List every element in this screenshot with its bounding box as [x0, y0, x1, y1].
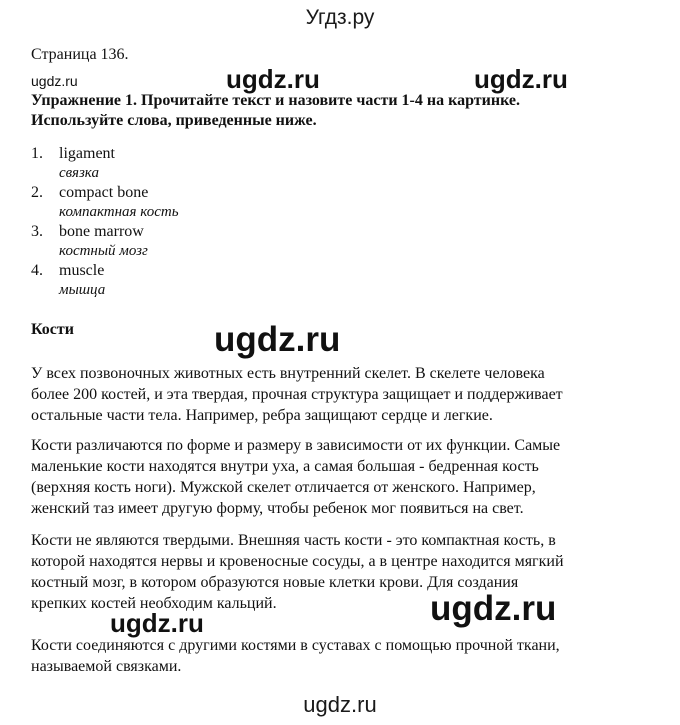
exercise-title-line: Используйте слова, приведенные ниже. [31, 112, 317, 129]
paragraph-line: называемой связками. [31, 658, 182, 675]
item-translation: мышца [59, 282, 106, 298]
item-translation: костный мозг [59, 243, 148, 259]
page-number: Страница 136. [31, 46, 129, 63]
watermark: ugdz.ru [430, 589, 557, 628]
site-footer-watermark: ugdz.ru [303, 692, 377, 717]
item-word: muscle [59, 262, 105, 279]
item-number: 2. [31, 184, 43, 201]
paragraph-line: маленькие кости находятся внутри уха, а самая большая - бедренная кость [31, 458, 539, 475]
watermark: ugdz.ru [226, 64, 320, 94]
item-number: 3. [31, 223, 43, 240]
exercise-title [31, 91, 520, 131]
exercise-title-line: Упражнение 1. Прочитайте текст и назовите части 1-4 на картинке. [31, 92, 520, 109]
paragraph-line: более 200 костей, и эта твердая, прочная структура защищает и поддерживает [31, 386, 563, 403]
paragraph-line: женский таз имеет другую форму, чтобы ребенок мог появиться на свет. [31, 500, 524, 517]
item-word: ligament [59, 145, 115, 162]
paragraph-line: Кости соединяются с другими костями в суставах с помощью прочной ткани, [31, 637, 560, 654]
paragraph-line: У всех позвоночных животных есть внутренний скелет. В скелете человека [31, 365, 545, 382]
item-translation: связка [59, 165, 99, 181]
paragraph-line: которой находятся нервы и кровеносные сосуды, а в центре находится мягкий [31, 553, 564, 570]
watermark: ugdz.ru [110, 608, 204, 638]
watermark-small: ugdz.ru [31, 73, 78, 89]
paragraph-line: крепких костей необходим кальций. [31, 595, 277, 612]
paragraph-line: Кости различаются по форме и размеру в зависимости от их функции. Самые [31, 437, 561, 454]
paragraph-line: (верхняя кость ноги). Мужской скелет отличается от женского. Например, [31, 479, 536, 496]
paragraph [31, 435, 631, 519]
section-title: Кости [31, 321, 74, 338]
paragraph [31, 635, 631, 677]
site-header: Угдз.ру [305, 6, 375, 29]
watermark: ugdz.ru [214, 320, 341, 359]
item-word: compact bone [59, 184, 149, 201]
paragraph-line: костный мозг, в котором образуются новые клетки крови. Для создания [31, 574, 519, 591]
item-number: 4. [31, 262, 43, 279]
item-number: 1. [31, 145, 43, 162]
paragraph-line: Кости не являются твердыми. Внешняя часть кости - это компактная кость, в [31, 532, 556, 549]
item-word: bone marrow [59, 223, 144, 240]
watermark: ugdz.ru [474, 64, 568, 94]
paragraph [31, 363, 631, 426]
paragraph-line: остальные части тела. Например, ребра защищают сердце и легкие. [31, 407, 493, 424]
item-translation: компактная кость [59, 204, 179, 220]
